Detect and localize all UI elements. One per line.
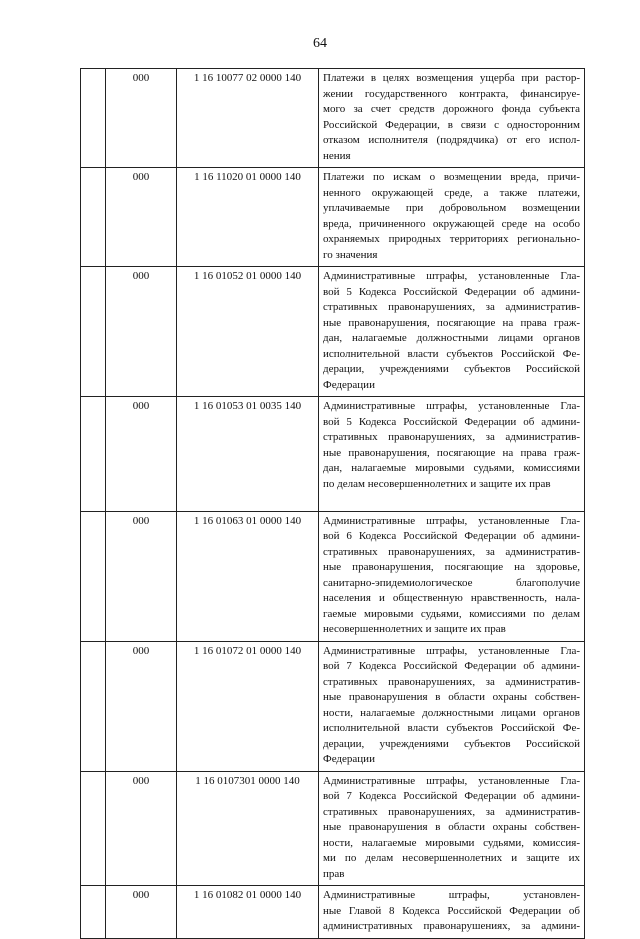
budget-classification-code-cell: 1 16 01082 01 0000 140 xyxy=(177,886,319,939)
description-line: дерации, учреждениями субъектов Российской xyxy=(323,737,580,750)
description-line: санитарно-эпидемиологическое благополучие xyxy=(323,576,580,589)
admin-code-cell: 000 xyxy=(106,641,177,771)
description-line: дерации, учреждениями субъектов Российской xyxy=(323,363,580,375)
description-line: прав xyxy=(323,867,345,880)
page-number: 64 xyxy=(313,36,327,51)
description-line: стративных правонарушениях, за административ- xyxy=(323,545,580,558)
description-line: ненного окружающей среде, а также платежи, xyxy=(323,186,580,199)
table-body xyxy=(81,69,585,939)
description-line: исполнительной власти субъектов Российской Фе- xyxy=(323,722,580,734)
description-line: административных правонарушениях, за админи- xyxy=(323,920,580,932)
description-line: вой 5 Кодекса Российской Федерации об админи- xyxy=(323,285,580,298)
row-blank-cell xyxy=(81,168,106,267)
description-line: ные правонарушения, посягающие на права граж- xyxy=(323,446,580,459)
row-blank-cell xyxy=(81,69,106,168)
description-line: нения xyxy=(323,149,351,162)
description-line: вреда, причиненного окружающей среде на особо xyxy=(323,217,580,230)
description-line: вой 6 Кодекса Российской Федерации об админи- xyxy=(323,530,580,542)
description-line: ми по делам несовершеннолетних и защите их xyxy=(323,852,580,864)
admin-code-cell: 000 xyxy=(106,69,177,168)
description-line: Федерации xyxy=(323,378,375,391)
description-line: дан, налагаемые должностными лицами органов xyxy=(323,332,580,344)
description-line: ности, налагаемые должностными лицами органов xyxy=(323,706,580,719)
revenue-description-cell xyxy=(319,641,585,771)
table-row xyxy=(81,771,585,886)
row-blank-cell xyxy=(81,397,106,512)
revenue-description-cell xyxy=(319,168,585,267)
description-line: ные Главой 8 Кодекса Российской Федерации об xyxy=(323,904,580,917)
description-line: Административные штрафы, установлен- xyxy=(323,889,580,901)
description-line: Российской Федерации, в связи с односторонним xyxy=(323,118,580,131)
admin-code-cell: 000 xyxy=(106,267,177,397)
table-row xyxy=(81,69,585,168)
description-line: ные правонарушения, посягающие на права граж- xyxy=(323,316,580,329)
budget-classification-code-cell: 1 16 01053 01 0035 140 xyxy=(177,397,319,512)
description-line: вой 5 Кодекса Российской Федерации об админи- xyxy=(323,415,580,428)
row-blank-cell xyxy=(81,641,106,771)
description-line: Платежи по искам о возмещении вреда, причи- xyxy=(323,171,580,183)
description-line: го значения xyxy=(323,248,378,261)
description-line: Платежи в целях возмещения ущерба при растор- xyxy=(323,72,580,84)
revenue-description-cell xyxy=(319,267,585,397)
table-row xyxy=(81,267,585,397)
admin-code-cell: 000 xyxy=(106,168,177,267)
revenue-description-cell xyxy=(319,886,585,939)
description-line: ные правонарушения, посягающие на здоровье, xyxy=(323,561,580,573)
table-row xyxy=(81,511,585,641)
description-line: стративных правонарушениях, за административ- xyxy=(323,301,580,313)
row-blank-cell xyxy=(81,886,106,939)
revenue-description-cell xyxy=(319,771,585,886)
description-line: Административные штрафы, установленные Гла- xyxy=(323,514,580,527)
budget-classification-code-cell: 1 16 0107301 0000 140 xyxy=(177,771,319,886)
table-row xyxy=(81,168,585,267)
table-row xyxy=(81,397,585,512)
description-line: охраняемых природных территориях регионально- xyxy=(323,233,580,245)
description-line: дан, налагаемые мировыми судьями, комиссиями xyxy=(323,462,580,474)
description-line: стративных правонарушениях, за административ- xyxy=(323,805,580,818)
description-line: ности, налагаемые мировыми судьями, комиссия- xyxy=(323,836,580,849)
description-line: Административные штрафы, установленные Гла- xyxy=(323,644,580,657)
description-line: вой 7 Кодекса Российской Федерации об админи- xyxy=(323,790,580,802)
description-line: отказом исполнителя (подрядчика) от его испол- xyxy=(323,134,580,146)
description-line: населения и общественную нравственность, нала- xyxy=(323,592,580,604)
table-row xyxy=(81,641,585,771)
description-line: гаемые мировыми судьями, комиссиями по делам xyxy=(323,607,580,620)
description-line: стративных правонарушениях, за административ- xyxy=(323,431,580,443)
row-blank-cell xyxy=(81,267,106,397)
table-row xyxy=(81,886,585,939)
budget-classification-code-cell: 1 16 10077 02 0000 140 xyxy=(177,69,319,168)
description-line: жении государственного контракта, финансируе- xyxy=(323,87,580,100)
description-line: исполнительной власти субъектов Российской Фе- xyxy=(323,347,580,360)
budget-classification-code-cell: 1 16 01052 01 0000 140 xyxy=(177,267,319,397)
row-blank-cell xyxy=(81,511,106,641)
admin-code-cell: 000 xyxy=(106,886,177,939)
description-line: ные правонарушения в области охраны собствен- xyxy=(323,821,580,833)
description-line: несовершеннолетних и защите их прав xyxy=(323,623,506,635)
description-line: стративных правонарушениях, за административ- xyxy=(323,675,580,688)
description-line: Федерации xyxy=(323,753,375,765)
budget-classification-code-cell: 1 16 11020 01 0000 140 xyxy=(177,168,319,267)
description-line: Административные штрафы, установленные Гла- xyxy=(323,270,580,282)
revenue-codes-table xyxy=(80,68,585,939)
row-blank-cell xyxy=(81,771,106,886)
description-line: Административные штрафы, установленные Гла- xyxy=(323,400,580,412)
description-line: мого за счет средств дорожного фонда субъекта xyxy=(323,103,580,115)
admin-code-cell: 000 xyxy=(106,397,177,512)
description-line: вой 7 Кодекса Российской Федерации об админи- xyxy=(323,660,580,672)
admin-code-cell: 000 xyxy=(106,511,177,641)
revenue-description-cell xyxy=(319,511,585,641)
description-line: по делам несовершеннолетних и защите их прав xyxy=(323,477,551,490)
description-line: Административные штрафы, установленные Гла- xyxy=(323,774,580,787)
revenue-description-cell xyxy=(319,397,585,512)
budget-classification-code-cell: 1 16 01063 01 0000 140 xyxy=(177,511,319,641)
description-line: уплачиваемые при добровольном возмещении xyxy=(323,202,580,214)
admin-code-cell: 000 xyxy=(106,771,177,886)
revenue-description-cell xyxy=(319,69,585,168)
description-line: ные правонарушения в области охраны собствен- xyxy=(323,691,580,703)
budget-classification-code-cell: 1 16 01072 01 0000 140 xyxy=(177,641,319,771)
blank-line xyxy=(323,492,580,508)
